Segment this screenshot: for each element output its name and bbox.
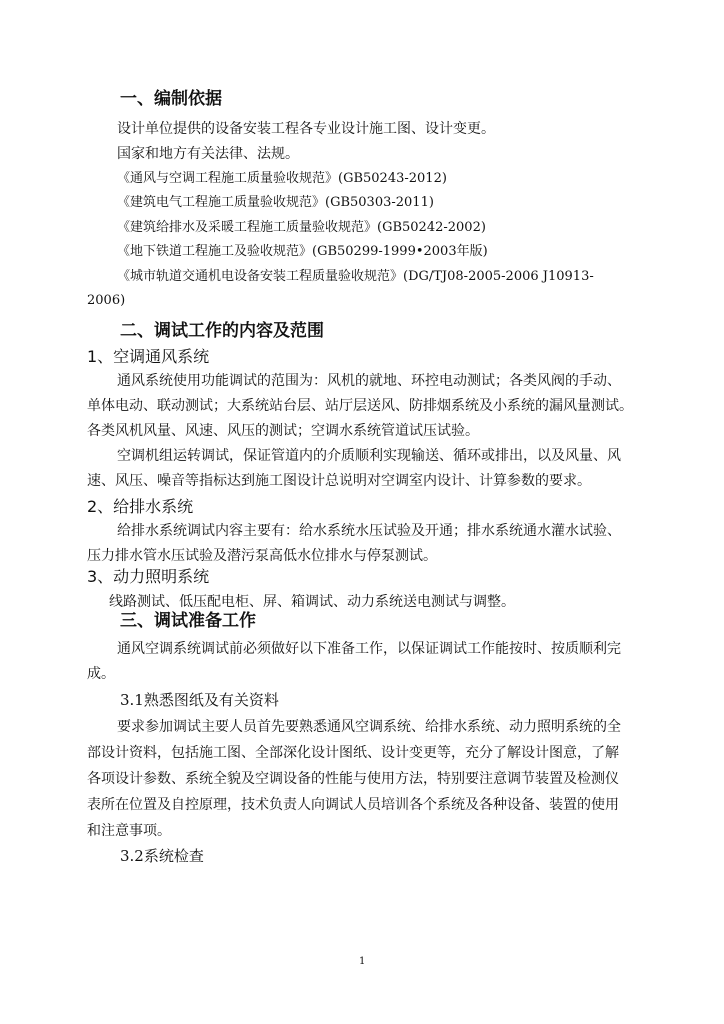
subsection-heading-3-1: 3.1熟悉图纸及有关资料 [120,691,279,709]
basis-standard: 《建筑给排水及采暖工程施工质量验收规范》(GB50242-2002) [117,220,486,235]
paragraph-line: 给排水系统调试内容主要有：给水系统水压试验及开通；排水系统通水灌水试验、 [117,523,621,539]
basis-standard-continued: 2006) [87,293,126,308]
subsection-heading-hvac: 1、空调通风系统 [87,347,210,366]
page-number: 1 [359,956,366,967]
basis-standard: 《城市轨道交通机电设备安装工程质量验收规范》(DG/TJ08-2005-2006 J10913- [117,269,594,284]
basis-standard: 《通风与空调工程施工质量验收规范》(GB50243-2012) [117,171,447,186]
paragraph-line: 成。 [87,666,115,682]
paragraph-line: 速、风压、噪音等指标达到施工图设计总说明对空调室内设计、计算参数的要求。 [87,473,591,489]
paragraph-line: 要求参加调试主要人员首先要熟悉通风空调系统、给排水系统、动力照明系统的全 [117,719,621,735]
paragraph-line: 单体电动、联动测试；大系统站台层、站厅层送风、防排烟系统及小系统的漏风量测试。 [87,398,633,414]
basis-line: 设计单位提供的设备安装工程各专业设计施工图、设计变更。 [117,121,495,137]
subsection-heading-3-2: 3.2系统检查 [120,847,204,865]
basis-standard: 《地下铁道工程施工及验收规范》(GB50299-1999•2003年版) [117,244,488,259]
paragraph-line: 线路测试、低压配电柜、屏、箱调试、动力系统送电测试与调整。 [109,594,515,610]
paragraph-line: 部设计资料，包括施工图、全部深化设计图纸、设计变更等，充分了解设计图意，了解 [87,745,619,761]
paragraph-line: 各项设计参数、系统全貌及空调设备的性能与使用方法，特别要注意调节装置及检测仪 [87,771,619,787]
section-heading-2: 二、调试工作的内容及范围 [120,321,324,341]
subsection-heading-water: 2、给排水系统 [87,497,194,516]
basis-standard: 《建筑电气工程施工质量验收规范》(GB50303-2011) [117,195,434,210]
paragraph-line: 表所在位置及自控原理，技术负责人向调试人员培训各个系统及各种设备、装置的使用 [87,797,619,813]
subsection-heading-power: 3、动力照明系统 [87,567,210,586]
paragraph-line: 压力排水管水压试验及潜污泵高低水位排水与停泵测试。 [87,548,437,564]
paragraph-line: 各类风机风量、风速、风压的测试；空调水系统管道试压试验。 [87,423,479,439]
section-heading-1: 一、编制依据 [120,89,222,109]
section-heading-3: 三、调试准备工作 [120,611,256,631]
paragraph-line: 通风系统使用功能调试的范围为：风机的就地、环控电动测试；各类风阀的手动、 [117,373,621,389]
paragraph-line: 和注意事项。 [87,823,171,839]
basis-line: 国家和地方有关法律、法规。 [117,146,299,162]
paragraph-line: 空调机组运转调试，保证管道内的介质顺利实现输送、循环或排出，以及风量、风 [117,448,621,464]
paragraph-line: 通风空调系统调试前必须做好以下准备工作，以保证调试工作能按时、按质顺利完 [117,641,621,657]
